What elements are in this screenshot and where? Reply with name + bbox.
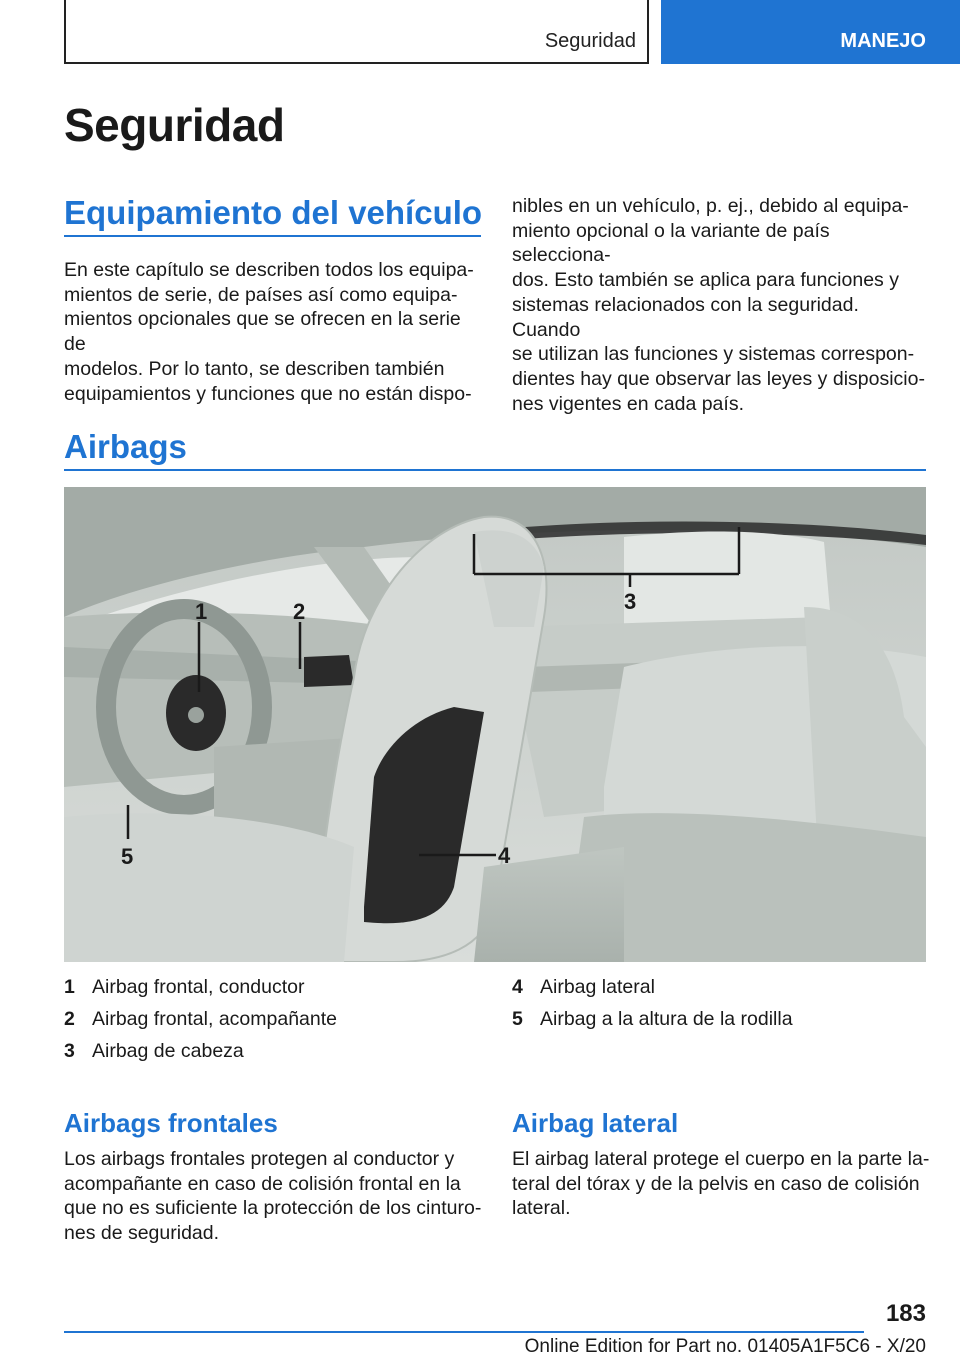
page-title: Seguridad	[64, 99, 285, 151]
legend-item: 4 Airbag lateral	[512, 976, 655, 998]
airbags-heading-rule	[64, 469, 926, 471]
header-section-tab[interactable]: Seguridad	[544, 30, 636, 52]
header-frame-left	[64, 0, 66, 64]
callout-3: 3	[624, 589, 637, 614]
legend-left	[64, 971, 337, 1067]
page-number: 183	[885, 1300, 926, 1327]
airbag-locations-illustration	[64, 487, 926, 962]
equipment-text-left: En este capítulo se describen todos los equipa- mientos de serie, de países así como equipa- mientos opcionales que se ofrecen en la serie de modelos. Por lo tanto, se describen también equipamientos y funciones que no están dispo-	[64, 259, 474, 405]
footer-rule	[64, 1331, 864, 1333]
legend-item: 5 Airbag a la altura de la rodilla	[512, 1008, 793, 1030]
legend-item: 1 Airbag frontal, conductor	[64, 976, 305, 998]
legend-right	[512, 971, 793, 1035]
header-frame-bottom	[64, 62, 649, 64]
airbags-heading: Airbags	[64, 428, 187, 465]
equipment-heading-rule	[64, 235, 481, 237]
edition-note: Online Edition for Part no. 01405A1F5C6 - X/20	[524, 1336, 926, 1357]
equipment-text-right: nibles en un vehículo, p. ej., debido al equipa- miento opcional o la variante de país selecciona- dos. Esto también se aplica para funciones y sistemas relacionados con la seguridad. Cuando se utilizan las funciones y sistemas correspon- dientes hay que observar las leyes y disposicio- nes vigentes en cada país.	[512, 195, 925, 415]
header-frame-right	[647, 0, 649, 64]
callout-1: 1	[195, 599, 208, 624]
side-airbag-text: El airbag lateral protege el cuerpo en la parte la- teral del tórax y de la pelvis en caso de colisión lateral.	[512, 1148, 930, 1220]
callout-4: 4	[498, 843, 511, 868]
callout-2: 2	[293, 599, 306, 624]
equipment-heading: Equipamiento del vehículo	[64, 194, 483, 231]
callout-5: 5	[121, 844, 134, 869]
side-airbag-heading: Airbag lateral	[512, 1108, 679, 1138]
header-chapter-tab[interactable]: MANEJO	[661, 0, 960, 64]
front-airbags-text: Los airbags frontales protegen al conductor y acompañante en caso de colisión frontal en la que no es suficiente la protección de los cinturo- nes de seguridad.	[64, 1148, 482, 1245]
legend-item: 2 Airbag frontal, acompañante	[64, 1008, 337, 1030]
front-airbags-heading: Airbags frontales	[64, 1108, 278, 1138]
legend-item: 3 Airbag de cabeza	[64, 1040, 244, 1062]
